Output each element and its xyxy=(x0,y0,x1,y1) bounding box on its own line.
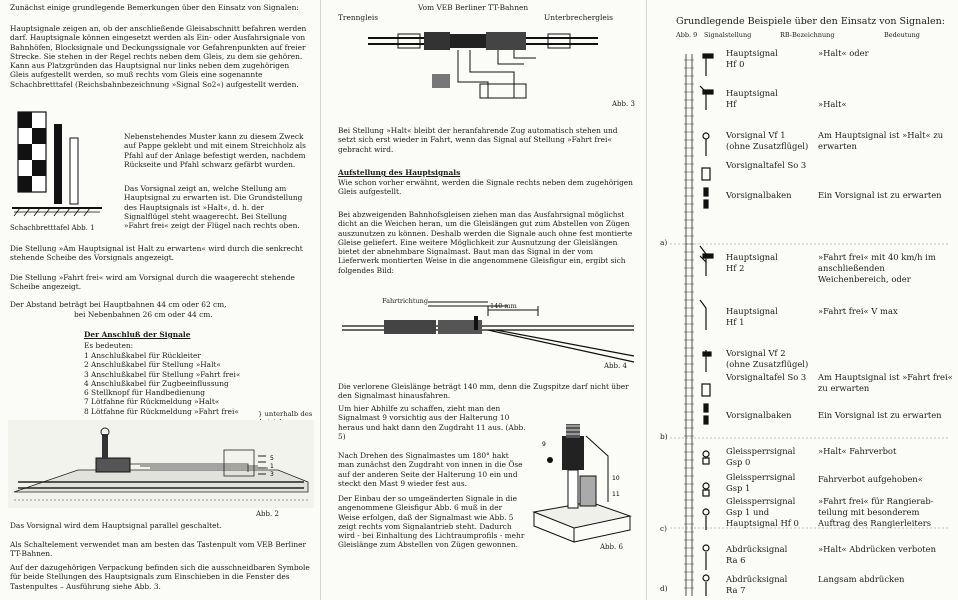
fig1-caption: Schachbretttafel Abb. 1 xyxy=(10,224,95,232)
stellung-halt-paragraph: Bei Stellung »Halt« bleibt der heranfahrende Zug automatisch stehen und setzt sich erst wieder in Fahrt, wenn das Signal auf Stellung »Fahrt frei« gebracht wird. xyxy=(338,126,618,154)
section-marker-c: c) xyxy=(660,524,668,533)
fig3-right-label: Unterbrechergleis xyxy=(544,13,613,22)
svg-text:11: 11 xyxy=(612,491,620,498)
section-marker-a: a) xyxy=(660,238,668,247)
fig4-length-label: 140 mm xyxy=(490,302,517,310)
parallel-paragraph: Das Vorsignal wird dem Hauptsignal parallel geschaltet. xyxy=(10,521,222,530)
row-12-name: Gleissperrsignal xyxy=(726,496,796,506)
einbau-paragraph: Der Einbau der so umgeänderten Signale in die angenommene Gleisfigur Abb. 6 muß in der Weise erfolgen, daß der Signalmast wie Abb. 5 zeigt rechts vom Signalantrieb steht. Dadurch wird - bei Einhaltung des Lichtraumprofils - mehr Gleislänge zum Abstellen von Zügen gewonnen. xyxy=(338,494,525,550)
abstand-line-2: bei Nebenbahnen 26 cm oder 44 cm. xyxy=(74,310,213,319)
row-6-meaning: »Fahrt frei« V max xyxy=(818,306,898,316)
fold-line xyxy=(646,0,647,600)
row-0-code: Hf 0 xyxy=(726,59,745,69)
svg-text:5: 5 xyxy=(270,455,274,462)
intro-text: Zunächst einige grundlegende Bemerkungen über den Einsatz von Signalen: xyxy=(10,3,299,12)
left-column xyxy=(0,0,318,600)
fig2-caption: Abb. 2 xyxy=(256,510,279,518)
row-14-code: Ra 7 xyxy=(726,585,746,595)
svg-text:1: 1 xyxy=(270,463,274,470)
row-9-meaning: Ein Vorsignal ist zu erwarten xyxy=(818,410,942,420)
row-1-meaning: »Halt« xyxy=(818,99,847,109)
schaltelement-paragraph: Als Schaltelement verwendet man am besten das Tastenpult vom VEB Berliner TT-Bahnen. xyxy=(10,540,307,559)
row-6-name: Hauptsignal xyxy=(726,306,778,316)
right-column xyxy=(648,0,958,600)
header-signalstellung: Signalstellung xyxy=(704,31,752,39)
fold-line xyxy=(320,0,321,600)
drehen-paragraph: Nach Drehen des Signalmastes um 180° hakt man zunächst den Zugdraht von innen in die Öse auf der anderen Seite der Halterung 10 ein und steckt den Mast 9 wieder fest aus. xyxy=(338,451,523,488)
fig6-caption: Abb. 6 xyxy=(600,543,623,551)
legend-side-note: } unterhalb des xyxy=(258,410,313,418)
row-11-name: Gleissperrsignal xyxy=(726,472,796,482)
row-5-name: Hauptsignal xyxy=(726,252,778,262)
row-4-name: Vorsignalbaken xyxy=(726,190,792,200)
row-2-code: (ohne Zusatzflügel) xyxy=(726,141,809,151)
row-13-name: Abdrücksignal xyxy=(726,544,788,554)
examples-title: Grundlegende Beispiele über den Einsatz von Signalen: xyxy=(676,16,945,27)
fig3-wiring-diagram xyxy=(338,22,628,110)
row-0-meaning: »Halt« oder xyxy=(818,48,869,58)
es-bedeuten-label: Es bedeuten: xyxy=(84,341,134,350)
svg-text:10: 10 xyxy=(612,475,620,482)
row-9-name: Vorsignalbaken xyxy=(726,410,792,420)
legend-item: 6 Stellknopf für Handbedienung xyxy=(84,388,205,398)
fig3-caption: Abb. 3 xyxy=(612,100,635,108)
row-5-code: Hf 2 xyxy=(726,263,745,273)
fig3-left-label: Trenngleis xyxy=(338,13,378,22)
legend-item: 7 Lötfahne für Rückmeldung »Halt« xyxy=(84,397,220,407)
legend-item: 2 Anschlußkabel für Stellung »Halt« xyxy=(84,360,221,370)
header-abb: Abb. 9 xyxy=(676,31,698,39)
anschluss-heading: Der Anschluß der Signale xyxy=(84,330,191,339)
row-7-code: (ohne Zusatzflügel) xyxy=(726,359,809,369)
row-12-meaning: »Fahrt frei« für Rangierab-teilung mit besonderem Auftrag des Rangierleiters xyxy=(818,496,934,528)
fahrt-frei-paragraph: Die Stellung »Fahrt frei« wird am Vorsignal durch die waagerecht stehende Scheibe angezeigt. xyxy=(10,273,295,292)
verpackung-paragraph: Auf der dazugehörigen Verpackung befinden sich die ausschneidbaren Symbole für beide Stellungen des Hauptsignals zum Einschieben in die Fenster des Tastenpultes – Ausführung siehe Abb. 3. xyxy=(10,563,310,591)
abhilfe-paragraph: Um hier Abhilfe zu schaffen, zieht man den Signalmast 9 vorsichtig aus der Halterung 10 heraus und hakt dann den Zugdraht 11 aus. (Abb. 5) xyxy=(338,404,526,441)
row-8-meaning: Am Hauptsignal ist »Fahrt frei« zu erwarten xyxy=(818,372,953,393)
row-14-meaning: Langsam abdrücken xyxy=(818,574,905,584)
row-6-code: Hf 1 xyxy=(726,317,745,327)
legend-item: 3 Anschlußkabel für Stellung »Fahrt frei« xyxy=(84,369,241,379)
hauptsignale-paragraph: Hauptsignale zeigen an, ob der anschließende Gleisabschnitt befahren werden darf. Hauptsignale können eingesetzt werden als Ein- oder Ausfahrsignale von Bahnhöfen, Blocksignale und Deckungssignale vor Gefahrenpunkten auf freier Strecke. Sie stehen in der Regel rechts neben dem Gleis, zu dem sie gehören. Kann aus Platzgründen das Hauptsignal nur links neben dem zugehörigen Gleis aufgestellt werden, so muß rechts vom Gleis eine sogenannte Schachbretttafel (Reichsbahnbezeichnung »Signal So2«) aufgestellt werden. xyxy=(10,24,307,89)
row-13-meaning: »Halt« Abdrücken verboten xyxy=(818,544,937,554)
row-2-name: Vorsignal Vf 1 xyxy=(726,130,786,140)
row-10-code: Gsp 0 xyxy=(726,457,751,467)
row-13-code: Ra 6 xyxy=(726,555,746,565)
header-bedeutung: Bedeutung xyxy=(884,31,920,39)
nebenstellendes-paragraph: Nebenstehendes Muster kann zu diesem Zweck auf Pappe geklebt und mit einem Streichholz als Pfahl auf der Anlage befestigt werden, nachdem Rückseite und Pfahl schwarz gefärbt wurden. xyxy=(124,132,306,169)
fig2-drawing xyxy=(8,420,314,508)
row-0-name: Hauptsignal xyxy=(726,48,778,58)
abstand-line-1: Der Abstand beträgt bei Hauptbahnen 44 cm oder 62 cm, xyxy=(10,300,227,309)
aufstellung-heading: Aufstellung des Hauptsignals xyxy=(338,168,461,177)
legend-list xyxy=(84,351,254,416)
aufstellung-paragraph: Wie schon vorher erwähnt, werden die Signale rechts neben dem zugehörigen Gleis aufgestellt. xyxy=(338,178,633,197)
schachbretttafel-figure xyxy=(10,108,105,220)
row-5-meaning: »Fahrt frei« mit 40 km/h im anschließenden Weichenbereich, oder xyxy=(818,252,936,284)
row-2-meaning: Am Hauptsignal ist »Halt« zu erwarten xyxy=(818,130,944,151)
row-7-name: Vorsignal Vf 2 xyxy=(726,348,786,358)
row-11-code: Gsp 1 xyxy=(726,483,751,493)
verlorene-paragraph: Die verlorene Gleislänge beträgt 140 mm, denn die Zugspitze darf nicht über den Signalmast hinausfahren. xyxy=(338,382,629,401)
fig4-caption: Abb. 4 xyxy=(604,362,627,370)
header-rb-bezeichnung: RB-Bezeichnung xyxy=(780,31,835,39)
bahnhof-paragraph: Bei abzweigenden Bahnhofsgleisen ziehen man das Ausfahrsignal möglichst dicht an die Weichen heran, um die Gleislängen gut zum Abstellen von Zügen auszunutzen zu können. Deshalb werden die Signale auch ohne fest montierte Gleise geliefert. Eine weitere Möglichkeit zur Ausnutzung der Gleislängen bietet der abnehmbare Signalmast. Baut man das Signal in der vom Lieferwerk montierten Weise in die angenommene Gleisfigur ein, ergibt sich folgendes Bild: xyxy=(338,210,633,275)
vorsignal-paragraph: Das Vorsignal zeigt an, welche Stellung am Hauptsignal zu erwarten ist. Die Grundstellung des Hauptsignals ist »Halt«, d. h. der Signalflügel steht waagerecht. Bei Stellung »Fahrt frei« zeigt der Flügel nach rechts oben. xyxy=(124,184,303,231)
svg-text:3: 3 xyxy=(270,471,274,478)
row-12-code: Gsp 1 und Hauptsignal Hf 0 xyxy=(726,507,799,528)
fig4-fahrtrichtung-label: Fahrtrichtung xyxy=(382,297,429,305)
legend-item: 1 Anschlußkabel für Rückleiter xyxy=(84,351,201,360)
row-11-meaning: Fahrverbot aufgehoben« xyxy=(818,474,923,484)
row-1-code: Hf xyxy=(726,99,737,109)
row-1-name: Hauptsignal xyxy=(726,88,778,98)
halt-erwarten-paragraph: Die Stellung »Am Hauptsignal ist Halt zu erwarten« wird durch die senkrecht stehende Scheibe des Vorsignals angezeigt. xyxy=(10,244,303,263)
legend-item: 8 Lötfahne für Rückmeldung »Fahrt frei« xyxy=(84,406,239,416)
row-14-name: Abdrücksignal xyxy=(726,574,788,584)
legend-item: 4 Anschlußkabel für Zugbeeinflussung xyxy=(84,378,229,388)
svg-text:9: 9 xyxy=(542,441,546,448)
row-10-name: Gleissperrsignal xyxy=(726,446,796,456)
row-10-meaning: »Halt« Fahrverbot xyxy=(818,446,897,456)
row-3-name: Vorsignaltafel So 3 xyxy=(726,160,807,170)
fig6-signal-mount-drawing xyxy=(530,416,634,546)
middle-column xyxy=(322,0,644,600)
section-marker-b: b) xyxy=(660,432,668,441)
row-8-name: Vorsignaltafel So 3 xyxy=(726,372,807,382)
row-4-meaning: Ein Vorsignal ist zu erwarten xyxy=(818,190,942,200)
fig3-top-label: Vom VEB Berliner TT-Bahnen xyxy=(418,3,529,12)
section-marker-d: d) xyxy=(660,584,668,593)
